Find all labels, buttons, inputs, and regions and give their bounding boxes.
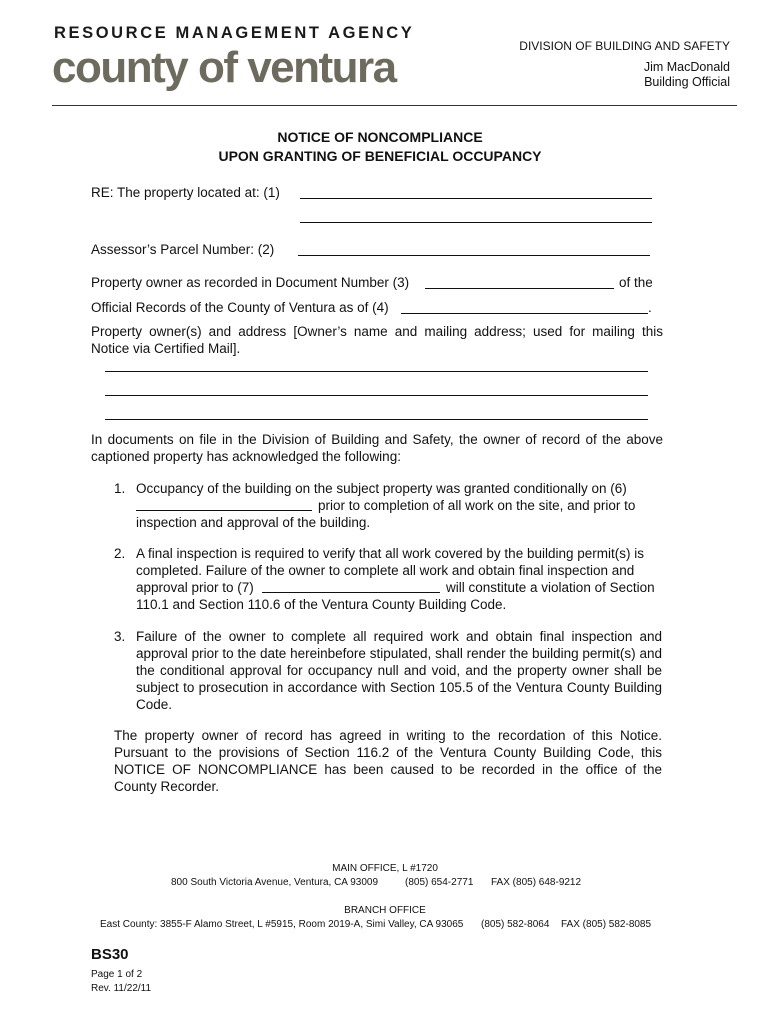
branch-office-fax: FAX (805) 582-8085 bbox=[561, 919, 652, 930]
division-name: DIVISION OF BUILDING AND SAFETY bbox=[519, 39, 730, 53]
item-3-text: Failure of the owner to complete all required work and obtain final inspection and approval prior to the date hereinbefore stipulated, shall render the building permit(s) and the conditional approval for occupancy null and void, and the property owner shall be subject to prosecution in accordance with Section 105.5 of the Ventura County Building Code. bbox=[136, 629, 662, 712]
owner-document-label: Property owner as recorded in Document Number (3) bbox=[91, 275, 410, 290]
official-records-label: Official Records of the County of Ventura as of (4) bbox=[91, 300, 389, 315]
official-title: Building Official bbox=[644, 75, 730, 89]
main-office-phone: (805) 654-2771 bbox=[405, 877, 474, 888]
main-office-fax: FAX (805) 648-9212 bbox=[491, 877, 582, 888]
property-location-line-1[interactable] bbox=[300, 198, 652, 199]
document-title: NOTICE OF NONCOMPLIANCE bbox=[277, 129, 483, 145]
item-1-line-1: Occupancy of the building on the subject property was granted conditionally on (6) bbox=[136, 481, 627, 496]
header-divider bbox=[52, 105, 737, 106]
item-2-line-1: A final inspection is required to verify that all work covered by the building permit(s) is bbox=[136, 546, 644, 561]
item-1-line-3: inspection and approval of the building. bbox=[136, 515, 371, 530]
county-logo: county of ventura bbox=[52, 43, 396, 92]
main-office-address: 800 South Victoria Avenue, Ventura, CA 93009 bbox=[171, 877, 379, 888]
apn-label: Assessor’s Parcel Number: (2) bbox=[91, 242, 275, 257]
final-approval-date-line[interactable] bbox=[262, 592, 440, 593]
owner-address-line-2[interactable] bbox=[105, 395, 648, 396]
branch-office-phone: (805) 582-8064 bbox=[481, 919, 550, 930]
agency-name: RESOURCE MANAGEMENT AGENCY bbox=[54, 24, 415, 42]
item-2-line-3a: approval prior to (7) bbox=[136, 580, 254, 595]
occupancy-date-line[interactable] bbox=[136, 510, 312, 511]
item-number: 1. bbox=[114, 481, 126, 496]
document-subtitle: UPON GRANTING OF BENEFICIAL OCCUPANCY bbox=[218, 148, 542, 164]
owner-document-suffix: of the bbox=[619, 275, 653, 290]
document-number-line[interactable] bbox=[425, 288, 614, 289]
apn-line[interactable] bbox=[298, 255, 650, 256]
revision-date: Rev. 11/22/11 bbox=[91, 983, 152, 994]
owner-address-line-3[interactable] bbox=[105, 419, 648, 420]
acknowledgement-intro: In documents on file in the Division of Building and Safety, the owner of record of the above captioned property has acknowledged the following: bbox=[91, 432, 663, 464]
owner-address-instructions: Property owner(s) and address [Owner’s name and mailing address; used for mailing this Notice via Certified Mail]. bbox=[91, 324, 663, 356]
branch-office-address: East County: 3855-F Alamo Street, L #5915, Room 2019-A, Simi Valley, CA 93065 bbox=[100, 919, 464, 930]
item-number: 3. bbox=[114, 629, 126, 644]
owner-address-line-1[interactable] bbox=[105, 371, 648, 372]
item-1-line-2: prior to completion of all work on the site, and prior to bbox=[318, 498, 636, 513]
property-location-label: RE: The property located at: (1) bbox=[91, 185, 280, 200]
official-records-date-line[interactable] bbox=[401, 313, 648, 314]
branch-office-heading: BRANCH OFFICE bbox=[344, 905, 426, 916]
item-2-line-3b: will constitute a violation of Section bbox=[446, 580, 655, 595]
form-number: BS30 bbox=[91, 946, 129, 963]
official-records-period: . bbox=[648, 300, 652, 315]
item-2-line-2: completed. Failure of the owner to complete all work and obtain final inspection and bbox=[136, 563, 635, 578]
official-name: Jim MacDonald bbox=[643, 60, 730, 74]
closing-paragraph: The property owner of record has agreed in writing to the recordation of this Notice. Pursuant to the provisions of Section 116.2 of the Ventura County Building Code, this NOTICE OF NONCOMPLIANCE has been caused to be recorded in the office of the County Recorder. bbox=[114, 728, 662, 794]
property-location-line-2[interactable] bbox=[300, 222, 652, 223]
item-2-line-4: 110.1 and Section 110.6 of the Ventura County Building Code. bbox=[136, 597, 507, 612]
item-number: 2. bbox=[114, 546, 126, 561]
main-office-heading: MAIN OFFICE, L #1720 bbox=[332, 863, 438, 874]
page-number: Page 1 of 2 bbox=[91, 969, 143, 980]
